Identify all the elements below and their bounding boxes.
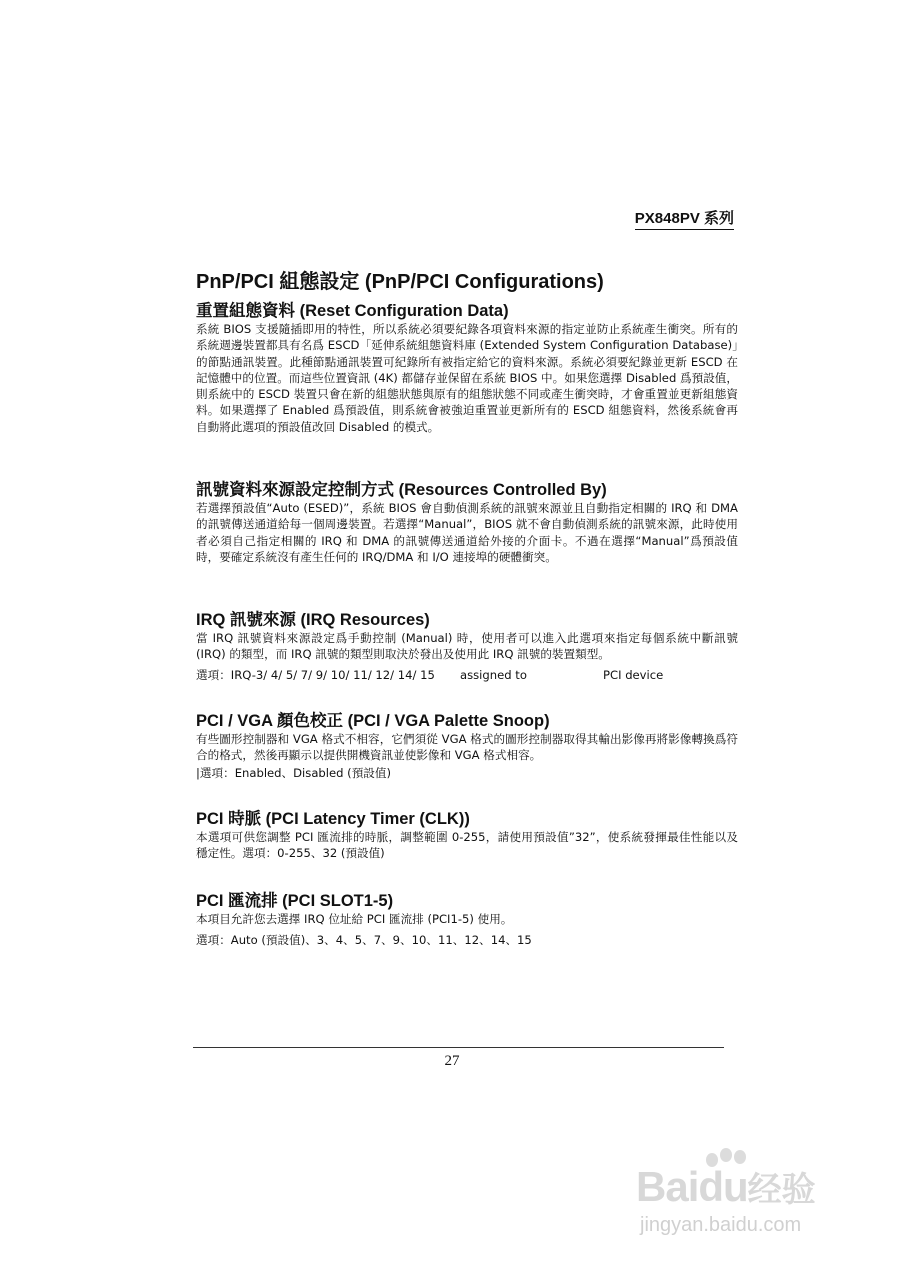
section-body-pci-slot: 本項目允許您去選擇 IRQ 位址給 PCI 匯流排 (PCI1-5) 使用。 [196,912,513,926]
section-heading-irq-resources: IRQ 訊號來源 (IRQ Resources) [196,611,430,629]
model-series-header: PX848PV 系列 [635,207,734,230]
irq-options-row [196,667,663,683]
watermark-brand-cn: 经验 [747,1170,816,1210]
section-heading-pci-slot: PCI 匯流排 (PCI SLOT1-5) [196,892,394,910]
watermark-url: jingyan.baidu.com [640,1214,802,1236]
footer-divider [193,1047,724,1048]
irq-options-assigned: assigned to [460,668,527,682]
page-title: PnP/PCI 組態設定 (PnP/PCI Configurations) [196,271,604,293]
section-heading-reset-config: 重置組態資料 (Reset Configuration Data) [196,302,509,320]
section-body-resources-controlled: 若選擇預設值“Auto (ESED)”，系統 BIOS 會自動偵測系統的訊號來源並且自動指定相關的 IRQ 和 DMA 的訊號傳送通道給每一個周邊裝置。若選擇“Manual”，BIOS 就不會自動偵測系統的訊號來源，此時使用者必須自己指定相關的 IRQ 和 DMA 的訊號傳送通道給外接的介面卡。不過在選擇“Manual”爲預設值時，要確定系統沒有產生任何的 IRQ/DMA 和 I/O 連接埠的硬體衝突。 [196,501,738,564]
section-heading-latency-timer: PCI 時脈 (PCI Latency Timer (CLK)) [196,810,470,828]
section-heading-palette-snoop: PCI / VGA 顏色校正 (PCI / VGA Palette Snoop) [196,712,550,730]
section-body-latency-timer: 本選項可供您調整 PCI 匯流排的時脈，調整範圍 0-255，請使用預設值”32”，使系統發揮最佳性能以及穩定性。選項：0-255、32 (預設值) [196,830,738,861]
irq-options-label: 選項：IRQ-3/ 4/ 5/ 7/ 9/ 10/ 11/ 12/ 14/ 15 [196,668,435,682]
section-body-reset-config: 系統 BIOS 支援隨插即用的特性，所以系統必須要紀錄各項資料來源的指定並防止系統產生衝突。所有的系統週邊裝置都具有名爲 ESCD「延伸系統組態資料庫 (Extended System Configuration Database)」的節點通訊裝置。此種節點通訊裝置可紀錄所有被指定給它的資料來源。系統必須要紀錄並更新 ESCD 在記憶體中的位置。而這些位置資訊 (4K) 都儲存並保留在系統 BIOS 中。如果您選擇 Disabled 爲預設值，則系統中的 ESCD 裝置只會在新的組態狀態與原有的組態狀態不同或產生衝突時，才會重置並更新組態資料。如果選擇了 Enabled 爲預設值，則系統會被強迫重置並更新所有的 ESCD 組態資料，然後系統會再自動將此選項的預設值改回 Disabled 的模式。 [196,322,738,434]
irq-options-device: PCI device [603,668,664,682]
page-number: 27 [444,1053,460,1069]
section-heading-resources-controlled: 訊號資料來源設定控制方式 (Resources Controlled By) [196,481,607,499]
pci-slot-options: 選項：Auto (預設值)、3、4、5、7、9、10、11、12、14、15 [196,933,532,947]
section-body-irq-resources: 當 IRQ 訊號資料來源設定爲手動控制 (Manual) 時，使用者可以進入此選項來指定每個系統中斷訊號 (IRQ) 的類型，而 IRQ 訊號的類型則取決於發出及使用此 IRQ 訊號的裝置類型。 [196,631,738,662]
section-body-palette-snoop: 有些圖形控制器和 VGA 格式不相容，它們須從 VGA 格式的圖形控制器取得其輸出影像再將影像轉換爲符合的格式，然後再顯示以提供開機資訊並使影像和 VGA 格式相容。 [196,732,738,763]
watermark-brand: Baidu [636,1163,748,1210]
palette-snoop-options: |選項：Enabled、Disabled (預設值) [196,766,392,780]
